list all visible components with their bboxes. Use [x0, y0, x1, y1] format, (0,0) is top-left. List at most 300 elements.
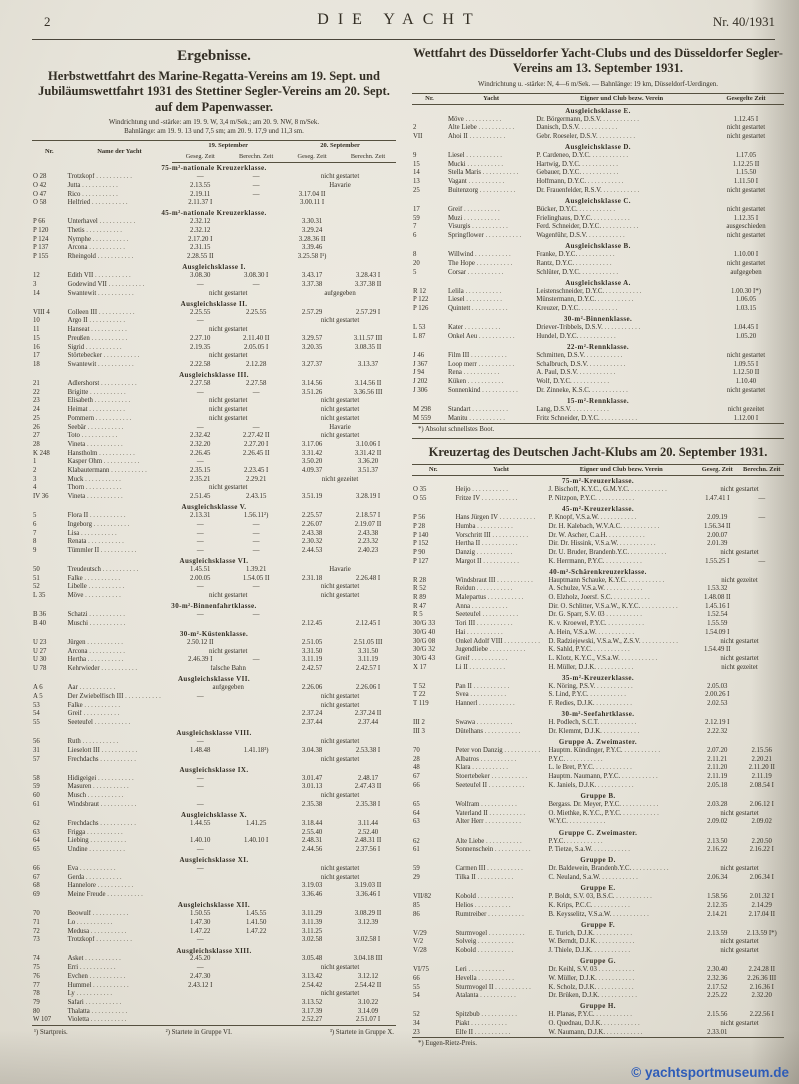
result-row — [32, 326, 396, 335]
owner-club-cell: Hoffmann, D.Y.C. . . . — [535, 178, 708, 187]
time-cell: — — [252, 611, 260, 619]
status-cell — [172, 891, 284, 900]
time-cell: 2.11.20 II — [748, 764, 775, 772]
yacht-name-cell: Seeteufel . . . — [454, 611, 547, 620]
class-title: 40-m²-Schärenkreuzerklasse. — [549, 567, 647, 576]
sail-number-cell: 75 — [33, 964, 40, 972]
yacht-name-cell: Hanseat . . . — [67, 326, 173, 335]
result-row — [32, 344, 396, 353]
status-cell — [172, 710, 284, 719]
time-cell — [228, 317, 284, 326]
sail-number-cell: P 124 — [33, 235, 49, 243]
result-row — [412, 406, 784, 415]
status-cell: Havarie — [329, 566, 351, 574]
time-cell — [740, 523, 785, 532]
sail-number-cell: 17 — [33, 352, 40, 360]
time-cell: 2.30.32 — [301, 538, 323, 546]
result-row — [412, 577, 784, 586]
yacht-name-cell: Jürgen . . . — [67, 639, 173, 648]
yacht-name-cell: Seeteufel . . . — [67, 719, 173, 728]
result-row — [412, 594, 784, 603]
result-row — [32, 982, 396, 991]
time-cell: 2.37.24 — [301, 710, 323, 718]
yacht-name-cell: Tümmler II . . . — [67, 547, 173, 556]
time-cell: 1.47.41 I — [705, 495, 730, 503]
yacht-name-cell: Möve . . . — [447, 116, 535, 125]
owner-club-cell: W.Y.C. . . . — [547, 818, 695, 827]
yacht-name-cell: Fritze IV . . . — [454, 495, 547, 504]
yacht-name-cell: Anna . . . — [454, 603, 547, 612]
status-cell: nicht gestartet — [209, 647, 248, 655]
result-row — [32, 928, 396, 937]
sail-number-cell: P 56 — [413, 514, 426, 522]
sail-number-cell: 21 — [33, 380, 40, 388]
time-cell: 2.12.35 — [707, 901, 728, 909]
sail-number-cell: 16 — [33, 343, 40, 351]
result-row — [32, 380, 396, 389]
status-cell — [172, 1016, 284, 1025]
yacht-name-cell: Swawa . . . — [454, 719, 547, 728]
owner-club-cell: Hartwig, D.Y.C. . . . — [535, 161, 708, 170]
time-cell — [228, 738, 284, 747]
result-row — [412, 603, 784, 612]
yacht-name-cell: Godewind VII . . . — [67, 281, 173, 290]
yacht-name-cell: Asket . . . — [67, 955, 173, 964]
yacht-name-cell: Violetta . . . — [67, 1016, 173, 1025]
yacht-name-cell: Stoertebeker . . . — [454, 773, 547, 782]
result-row — [32, 829, 396, 838]
owner-club-cell: Hauptm. Naumann, P.Y.C. . . . — [547, 773, 695, 782]
sail-number-cell: 57 — [33, 755, 40, 763]
yacht-name-cell: Thetis . . . — [67, 227, 173, 236]
class-title: Gruppe G. — [580, 957, 616, 966]
result-row — [412, 133, 784, 142]
time-cell: — — [196, 280, 204, 288]
yacht-name-cell: Muschi . . . — [67, 620, 173, 629]
class-title: 30-m²-Binnenklasse. — [563, 315, 633, 324]
time-cell: 2.35.38 — [301, 800, 323, 808]
yacht-name-cell: Undine . . . — [67, 846, 173, 855]
yacht-name-cell: Trotzkopf . . . — [67, 173, 173, 182]
yacht-name-cell: Margot II . . . — [454, 558, 547, 567]
time-cell: 2.26.07 — [301, 520, 323, 528]
status-cell — [172, 1008, 284, 1017]
result-row — [32, 955, 396, 964]
sail-number-cell: 48 — [413, 764, 420, 772]
result-row — [32, 335, 396, 344]
yacht-name-cell: Der Zwiebelfisch III . . . — [67, 693, 173, 702]
status-cell: nicht gestartet — [209, 352, 248, 360]
result-row — [412, 773, 784, 782]
yacht-name-cell: Manitu . . . — [447, 415, 535, 424]
sail-number-cell: 74 — [33, 955, 40, 963]
time-cell: — — [252, 546, 260, 554]
time-cell: — — [252, 181, 260, 189]
owner-club-cell: P. Cardeneo, D.Y.C. . . . — [535, 152, 708, 161]
time-cell: — — [196, 583, 204, 591]
sail-number-cell: 28 — [33, 440, 40, 448]
time-cell: 1.10.00 I — [733, 251, 759, 259]
time-cell: 2.51.07 I — [355, 1016, 381, 1024]
sail-number-cell: 65 — [33, 845, 40, 853]
time-cell: 2.35.38 I — [355, 800, 381, 808]
yacht-name-cell: Lieselott III . . . — [67, 747, 173, 756]
owner-club-cell: Fritz Schneider, D.Y.C. . . . — [535, 415, 708, 424]
yacht-name-cell: Hannerl . . . — [454, 700, 547, 709]
owner-club-cell: K. v. Kroewel, P.Y.C. . . . — [547, 620, 695, 629]
time-cell: 2.44.53 — [301, 546, 323, 554]
owner-club-cell: Dr. W. Ascher, C.a.H. . . . — [547, 532, 695, 541]
table-body — [412, 105, 784, 424]
yacht-name-cell: Klara . . . — [454, 764, 547, 773]
time-cell: 3.13.42 — [301, 972, 323, 980]
class-title: Ausgleichsklasse II. — [180, 299, 248, 308]
time-cell: 2.13.59 — [707, 929, 728, 937]
duesseldorf-event-title: Wettfahrt des Düsseldorfer Yacht-Clubs und des Düsseldorfer Segler-Vereins am 13. September 1931. — [413, 46, 783, 76]
time-cell: 2.12.19 I — [705, 719, 730, 727]
time-cell: 1.12.00 I — [733, 414, 759, 422]
time-cell: 2.05.03 — [707, 682, 728, 690]
owner-club-cell: O. Miethke, K.Y.C., P.Y.C. . . . — [547, 810, 695, 819]
time-cell: 2.45.20 — [190, 955, 211, 963]
time-cell: — — [252, 520, 260, 528]
owner-club-cell: F. Redies, D.J.K. . . . — [547, 700, 695, 709]
result-row — [32, 693, 396, 702]
result-row — [32, 538, 396, 547]
owner-club-cell: Dir. Dr. Hissink, V.S.a.W. . . . — [547, 540, 695, 549]
time-cell: — — [196, 458, 204, 466]
sail-number-cell: P 122 — [413, 296, 429, 304]
time-cell — [740, 728, 785, 737]
owner-club-cell: Leistenschneider, D.Y.C. . . . — [535, 288, 708, 297]
class-header-row — [412, 791, 784, 801]
sail-number-cell: 28 — [413, 755, 420, 763]
sail-number-cell: R 89 — [413, 594, 427, 602]
status-cell: nicht gestartet — [320, 406, 360, 414]
owner-club-cell: O. Quednau, D.J.K. . . . — [547, 1020, 695, 1029]
sail-number-cell: 5 — [413, 268, 417, 276]
status-cell: nicht gestartet — [720, 947, 759, 955]
sail-number-cell: P 137 — [33, 244, 49, 252]
time-cell: nicht gestartet — [726, 259, 766, 267]
time-cell — [340, 218, 396, 227]
yacht-name-cell: Jutta . . . — [67, 182, 173, 191]
result-row — [32, 1008, 396, 1017]
owner-club-cell: L. Klotz, K.Y.C., V.S.a.W. . . . — [547, 655, 695, 664]
time-cell: — — [252, 280, 260, 288]
result-row — [412, 782, 784, 791]
sail-number-cell: 27 — [33, 432, 40, 440]
result-row — [32, 639, 396, 648]
yacht-name-cell: Loop merr . . . — [447, 361, 535, 370]
result-row — [412, 719, 784, 728]
time-cell: 2.47.30 — [190, 972, 211, 980]
sail-number-cell: V/28 — [413, 947, 427, 955]
yacht-name-cell: Corsar . . . — [447, 269, 535, 278]
yacht-name-cell: Hertha II . . . — [454, 540, 547, 549]
sail-number-cell: U 23 — [33, 639, 47, 647]
time-cell: 3.02.58 I — [355, 936, 381, 944]
sail-number-cell: 61 — [33, 800, 40, 808]
yacht-name-cell: Lelila . . . — [447, 288, 535, 297]
result-row — [32, 747, 396, 756]
time-cell: 1.12.35 I — [733, 214, 759, 222]
time-cell: 2.06.34 I — [749, 874, 774, 882]
time-cell: — — [252, 173, 260, 181]
time-cell — [228, 227, 284, 236]
sail-number-cell: O 47 — [33, 190, 47, 198]
class-title: Ausgleichsklasse XI. — [179, 856, 249, 865]
time-cell: ausgeschieden — [726, 223, 766, 231]
time-cell: 2.16.36 I — [749, 983, 774, 991]
yacht-name-cell: Vineta . . . — [67, 493, 173, 502]
result-row — [412, 620, 784, 629]
stettin-conditions — [32, 118, 396, 137]
sail-number-cell — [412, 116, 447, 125]
sail-number-cell: 12 — [33, 272, 40, 280]
class-title: Ausgleichsklasse A. — [565, 278, 631, 287]
sail-number-cell: 30/G 32 — [413, 646, 436, 654]
class-title: Ausgleichsklasse D. — [565, 143, 631, 152]
sail-number-cell: 4 — [33, 484, 37, 492]
time-cell: 1.03.15 — [735, 305, 757, 313]
time-cell: 3.11.39 — [301, 918, 323, 926]
status-cell: nicht gestartet — [320, 432, 360, 440]
column-header: Gesegelte Zeit — [708, 93, 784, 104]
owner-club-cell: H. Planas, P.Y.C. . . . — [547, 1011, 695, 1020]
sail-number-cell: X 17 — [413, 663, 427, 671]
sail-number-cell: 10 — [33, 317, 40, 325]
footnote-startpreis: ¹) Startpreis. — [34, 1028, 68, 1036]
time-cell: 3.04.18 III — [353, 955, 383, 963]
class-header-row — [32, 208, 396, 218]
time-cell: 3.29.24 — [301, 227, 323, 235]
owner-club-cell: Dr. Baldewein, Brandenb.Y.C. . . . — [547, 865, 695, 874]
time-cell: 3.10.06 I — [355, 440, 381, 448]
yacht-name-cell: Muck . . . — [67, 476, 173, 485]
watermark: © yachtsportmuseum.de — [631, 1065, 789, 1080]
yacht-name-cell: Hidigeigei . . . — [67, 775, 173, 784]
time-cell: 1.04.45 I — [733, 324, 759, 332]
yacht-name-cell: Helios . . . — [454, 902, 547, 911]
result-row — [32, 891, 396, 900]
sail-number-cell: 63 — [413, 818, 420, 826]
time-cell: 2.26.36 III — [747, 974, 777, 982]
sail-number-cell: 86 — [413, 910, 420, 918]
time-cell — [740, 629, 785, 638]
time-cell — [228, 253, 284, 262]
sail-number-cell: V/29 — [413, 929, 427, 937]
owner-club-cell: Dr. H. Kalebach, W.V.A.C. . . . — [547, 523, 695, 532]
yacht-name-cell: Dütelhans . . . — [454, 728, 547, 737]
time-cell — [228, 218, 284, 227]
sail-number-cell: 59 — [413, 865, 420, 873]
time-cell: 2.32.12 — [190, 227, 211, 235]
result-row — [32, 432, 396, 441]
result-row — [32, 620, 396, 629]
owner-club-cell: P.Y.C. . . . — [547, 838, 695, 847]
sail-number-cell: 20 — [413, 259, 420, 267]
yacht-name-cell: Lisa . . . — [67, 530, 173, 539]
footnote-gruppe-x: ³) Startete in Gruppe X. — [329, 1028, 394, 1036]
time-cell: 2.29.21 — [245, 475, 267, 483]
column-header: Name der Yacht — [67, 141, 173, 162]
time-cell: 2.28.55 II — [186, 253, 214, 261]
time-cell: 3.05.48 — [301, 955, 323, 963]
time-cell: 1.47.22 — [190, 927, 211, 935]
yacht-name-cell: Humba . . . — [454, 523, 547, 532]
result-row — [412, 930, 784, 939]
time-cell: 3.14.56 — [301, 380, 323, 388]
class-title: Gruppe F. — [580, 920, 616, 929]
time-cell: — — [758, 557, 766, 565]
sail-number-cell: 52 — [33, 583, 40, 591]
sail-number-cell: M 298 — [413, 405, 431, 413]
time-cell: 2.20.21 — [751, 755, 772, 763]
time-cell: 2.22.32 — [707, 727, 728, 735]
class-header-row — [32, 262, 396, 272]
result-row — [32, 575, 396, 584]
status-cell: nicht gestartet — [320, 792, 360, 800]
sail-number-cell: 70 — [413, 747, 420, 755]
yacht-name-cell: Helfried . . . — [67, 199, 173, 208]
status-cell: Havarie — [329, 181, 351, 189]
yacht-name-cell: Brigitte . . . — [67, 389, 173, 398]
time-cell: 2.48.17 — [357, 774, 379, 782]
owner-club-cell: Wolf, D.Y.C. . . . — [535, 378, 708, 387]
status-cell: nicht gestartet — [320, 592, 360, 600]
status-cell: nicht gestartet — [720, 1020, 759, 1028]
time-cell: 1.11.50 I — [733, 178, 759, 186]
time-cell — [740, 700, 785, 709]
owner-club-cell: Dr. Frauenfelder, R.S.V. . . . — [535, 187, 708, 196]
time-cell: 2.11.40 II — [242, 334, 270, 342]
yacht-name-cell: Störtebecker . . . — [67, 352, 173, 361]
sail-number-cell: P 28 — [413, 522, 426, 530]
time-cell: 1.55.59 — [707, 620, 728, 628]
yacht-name-cell: Leri . . . — [454, 966, 547, 975]
status-cell: nicht gestartet — [209, 414, 248, 422]
result-row — [32, 775, 396, 784]
yacht-name-cell: Vaterland II . . . — [454, 810, 547, 819]
time-cell: 3.36.46 I — [355, 891, 381, 899]
time-cell: — — [758, 514, 766, 522]
yacht-name-cell: Alte Liebe . . . — [454, 838, 547, 847]
time-cell: 1.45.51 — [190, 566, 211, 574]
result-row — [32, 783, 396, 792]
status-cell: nicht gestartet — [720, 548, 759, 556]
sail-number-cell: 59 — [413, 214, 420, 222]
yacht-name-cell: Vagant . . . — [447, 178, 535, 187]
time-cell: — — [252, 538, 260, 546]
status-cell: nicht gezeitet — [721, 663, 758, 671]
class-title: Gruppe C. Zweimaster. — [558, 828, 638, 837]
class-header-row — [412, 395, 784, 405]
sail-number-cell: J 202 — [413, 378, 428, 386]
sail-number-cell: 22 — [33, 388, 40, 396]
time-cell: 2.26.06 — [301, 684, 323, 692]
time-cell: 2.46.39 I — [188, 656, 213, 664]
class-title: Ausgleichsklasse VIII. — [176, 729, 252, 738]
yacht-name-cell: Schatzi . . . — [67, 611, 173, 620]
table-header-row — [32, 141, 396, 152]
owner-club-cell: Hauptm. Kündinger, P.Y.C. . . . — [547, 747, 695, 756]
time-cell: 2.32.20 — [190, 440, 211, 448]
yacht-name-cell: Willwind . . . — [447, 251, 535, 260]
time-cell: 2.27.10 — [190, 334, 211, 342]
status-cell — [284, 326, 396, 335]
time-cell: 3.01.47 — [301, 774, 323, 782]
time-cell: 2.51.05 III — [353, 639, 383, 647]
class-title: Ausgleichsklasse IX. — [179, 765, 249, 774]
time-cell: 2.57.29 I — [355, 308, 381, 316]
owner-club-cell: H. Müller, D.J.K. . . . — [547, 664, 695, 673]
status-cell: nicht gestartet — [209, 592, 248, 600]
yacht-name-cell: Malepartus . . . — [454, 594, 547, 603]
time-cell: 3.18.44 — [301, 819, 323, 827]
status-cell — [172, 999, 284, 1008]
sail-number-cell: 1 — [33, 458, 37, 466]
sail-number-cell: 66 — [33, 865, 40, 873]
time-cell: 2.11.19 — [707, 773, 728, 781]
result-row — [412, 801, 784, 810]
owner-club-cell: Dr. Klemmt, D.J.K. . . . — [547, 728, 695, 737]
time-cell: 2.25.57 — [301, 512, 323, 520]
result-row — [412, 911, 784, 920]
owner-club-cell: Frielinghaus, D.Y.C. . . . — [535, 215, 708, 224]
yacht-name-cell: Lo . . . — [67, 919, 173, 928]
class-header-row — [412, 672, 784, 682]
time-cell — [740, 646, 785, 655]
time-cell: 2.26.45 — [190, 449, 211, 457]
yacht-name-cell: Adlershorst . . . — [67, 380, 173, 389]
class-title: Gruppe B. — [580, 792, 616, 801]
time-cell: 2.30.40 — [707, 966, 728, 974]
owner-club-cell: J. Bischoff, K.Y.C., G.M.Y.C. . . . — [547, 486, 695, 495]
time-cell: 2.51.45 — [190, 493, 211, 500]
time-cell: nicht gestartet — [726, 205, 766, 213]
time-cell: 3.36.56 III — [353, 388, 383, 396]
sail-number-cell: IV 36 — [33, 493, 49, 500]
owner-club-cell: Schalbruch, D.S.V. . . . — [535, 361, 708, 370]
owner-club-cell: Bücker, D.Y.C. . . . — [535, 206, 708, 215]
result-row — [32, 999, 396, 1008]
time-cell: 3.27.37 — [301, 360, 323, 368]
time-cell: 1.54.09 I — [705, 628, 730, 636]
sail-number-cell: 64 — [413, 809, 420, 817]
yacht-name-cell: Kehrwieder . . . — [67, 665, 173, 674]
result-row — [32, 361, 396, 370]
time-cell: 2.17.04 II — [748, 910, 776, 918]
time-cell: — — [196, 611, 204, 619]
time-cell: 1.41.50 — [245, 918, 267, 926]
result-row — [412, 486, 784, 495]
class-title: 75-m²-nationale Kreuzerklasse. — [161, 164, 267, 173]
time-cell: 1.05.20 — [735, 332, 757, 340]
class-title: Ausgleichsklasse E. — [565, 106, 631, 115]
sail-number-cell: B 36 — [33, 611, 47, 619]
table-body — [412, 475, 784, 1038]
sail-number-cell: 67 — [413, 773, 420, 781]
sail-number-cell: 56 — [33, 738, 40, 746]
column-subheader: Geseg. Zeit — [284, 152, 340, 163]
status-cell: nicht gestartet — [209, 326, 248, 334]
result-row — [32, 684, 396, 693]
result-row — [32, 450, 396, 459]
time-cell — [740, 620, 785, 629]
status-cell: nicht gestartet — [320, 990, 360, 998]
time-cell: 2.27.20 I — [243, 440, 269, 448]
